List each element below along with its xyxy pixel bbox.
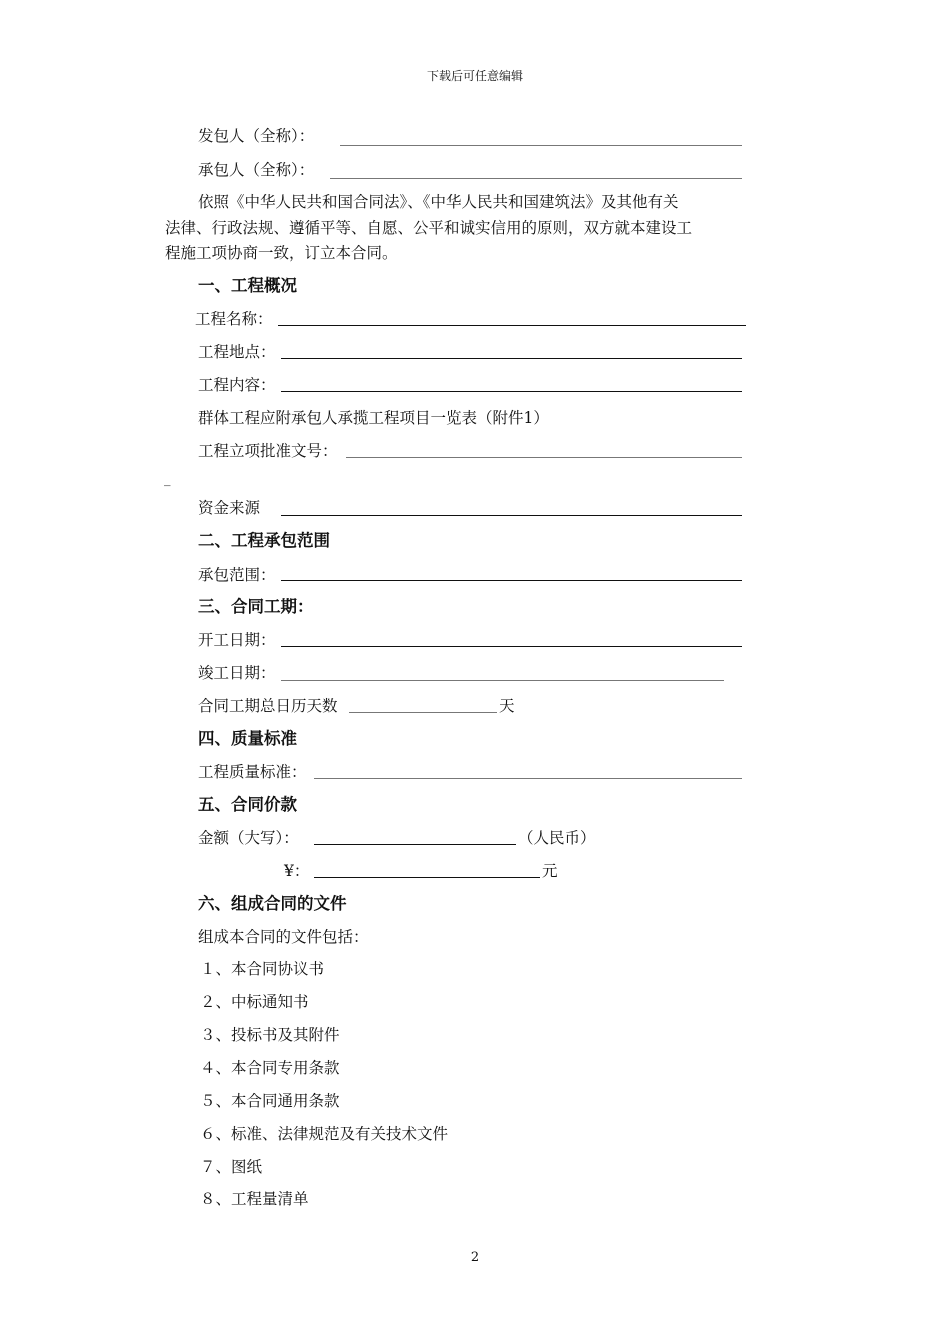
scope-blank[interactable] [281,580,742,581]
employer-blank[interactable] [340,145,742,146]
project-location-blank[interactable] [281,358,742,359]
amount-words-blank[interactable] [314,844,516,845]
amount-words-label: 金额（大写）： [198,829,299,847]
section-2-title: 二、工程承包范围 [198,531,330,550]
days-unit: 天 [499,697,515,715]
header-note: 下载后可任意编辑 [426,69,523,83]
document-item: ４、本合同专用条款 [200,1059,340,1077]
funding-source-blank[interactable] [281,515,742,516]
document-item: ７、图纸 [200,1158,263,1176]
project-name-label: 工程名称： [195,310,273,328]
project-name-blank[interactable] [278,325,746,326]
currency-note: （人民币） [518,829,596,847]
completion-date-blank[interactable] [281,680,724,681]
project-content-blank[interactable] [281,391,742,392]
document-item: ６、标准、法律规范及有关技术文件 [200,1125,449,1143]
preamble-line-3: 程施工项协商一致，订立本合同。 [165,244,398,262]
contractor-label: 承包人（全称）： [198,161,315,179]
project-content-label: 工程内容： [198,376,276,394]
employer-label: 发包人（全称）： [198,127,315,145]
total-days-label: 合同工期总日历天数 [198,697,338,715]
document-item: ８、工程量清单 [200,1190,309,1208]
project-location-label: 工程地点： [198,343,276,361]
stray-underscore: _ [164,472,171,487]
document-item: ２、中标通知书 [200,993,309,1011]
approval-number-blank[interactable] [346,457,742,458]
document-item: １、本合同协议书 [200,960,325,978]
approval-number-label: 工程立项批准文号： [198,442,338,460]
quality-standard-blank[interactable] [314,778,742,779]
amount-figures-label: ¥： [284,862,310,880]
section-1-title: 一、工程概况 [198,276,297,295]
amount-figures-blank[interactable] [314,877,540,878]
document-item: ５、本合同通用条款 [200,1092,340,1110]
section-3-title: 三、合同工期： [198,597,314,616]
contractor-blank[interactable] [330,178,742,179]
section-6-title: 六、组成合同的文件 [198,894,347,913]
documents-intro: 组成本合同的文件包括： [198,928,369,946]
section-4-title: 四、质量标准 [198,729,297,748]
quality-standard-label: 工程质量标准： [198,763,307,781]
total-days-blank[interactable] [349,712,497,713]
start-date-label: 开工日期： [198,631,276,649]
scope-label: 承包范围： [198,566,276,584]
yuan-unit: 元 [542,862,558,880]
preamble-line-2: 法律、行政法规、遵循平等、自愿、公平和诚实信用的原则，双方就本建设工 [165,219,693,237]
group-project-note: 群体工程应附承包人承揽工程项目一览表（附件1） [198,409,549,427]
page-number: 2 [470,1250,480,1265]
document-item: ３、投标书及其附件 [200,1026,340,1044]
section-5-title: 五、合同价款 [198,795,297,814]
completion-date-label: 竣工日期： [198,664,276,682]
start-date-blank[interactable] [281,646,742,647]
preamble-line-1: 依照《中华人民共和国合同法》、《中华人民共和国建筑法》及其他有关 [198,193,679,211]
funding-source-label: 资金来源 [198,499,261,517]
